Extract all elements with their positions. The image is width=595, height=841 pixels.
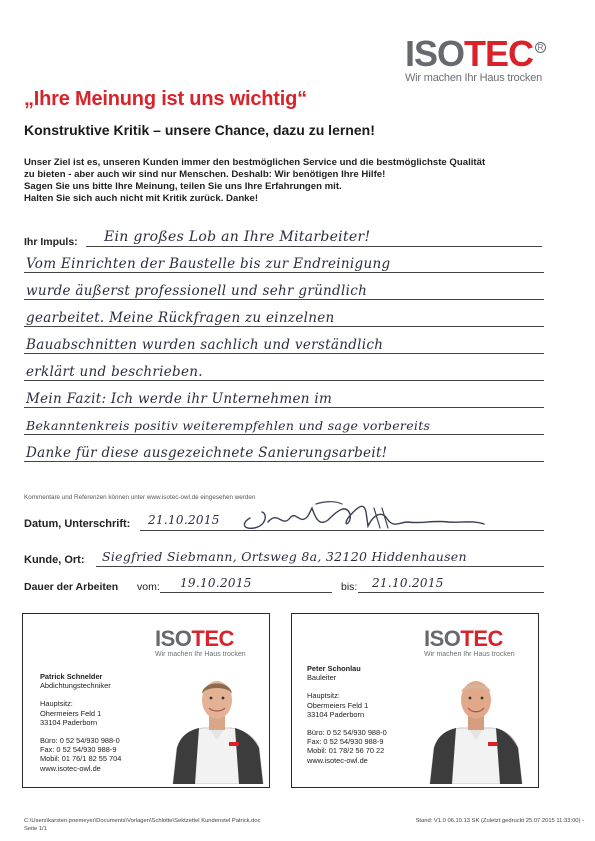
contact-phone: Büro: 0 52 54/930 988-0 bbox=[40, 736, 120, 746]
intro-line: zu bieten - aber auch wir sind nur Menschen. Deshalb: Wir benötigen Ihre Hilfe! bbox=[24, 169, 386, 180]
card-contact bbox=[307, 664, 387, 765]
contact-city: 33104 Paderborn bbox=[307, 709, 365, 719]
contact-hq-label: Hauptsitz: bbox=[40, 699, 73, 709]
handwritten-line: wurde äußerst professionell und sehr gründlich bbox=[26, 283, 368, 299]
bis-label: bis: bbox=[341, 581, 358, 593]
logo-wordmark bbox=[405, 33, 546, 74]
card-logo bbox=[155, 628, 234, 650]
writing-line bbox=[24, 407, 544, 408]
card-logo bbox=[424, 628, 503, 650]
impuls-label: Ihr Impuls: bbox=[24, 236, 78, 248]
contact-role: Bauleiter bbox=[307, 673, 337, 683]
writing-line bbox=[24, 326, 544, 327]
writing-line bbox=[24, 353, 544, 354]
footer-path: C:\Users\karsten.poemeyer\Documents\Vorlagen\Schlotte\Sektzettel Kundenstel Patrick.doc bbox=[24, 818, 261, 824]
contact-name: Patrick Schnelder bbox=[40, 672, 103, 681]
handwritten-line: erklärt und beschrieben. bbox=[26, 364, 203, 380]
contact-mobile: Mobil: 01 76/1 82 55 704 bbox=[40, 754, 122, 764]
contact-role: Abdichtungstechniker bbox=[40, 681, 111, 691]
writing-line bbox=[24, 380, 544, 381]
handwritten-line: Vom Einrichten der Baustelle bis zur Endreinigung bbox=[26, 256, 391, 272]
datum-label: Datum, Unterschrift: bbox=[24, 518, 131, 530]
card-logo-tec: TEC bbox=[191, 626, 234, 651]
intro-text bbox=[24, 157, 569, 205]
document-footer bbox=[24, 817, 584, 833]
writing-line bbox=[24, 272, 544, 273]
page-title: „Ihre Meinung ist uns wichtig“ bbox=[24, 88, 307, 110]
card-logo-tec: TEC bbox=[460, 626, 503, 651]
isotec-logo bbox=[405, 33, 570, 88]
writing-line bbox=[86, 246, 542, 247]
bis-line bbox=[358, 592, 544, 593]
contact-fax: Fax: 0 52 54/930 988-9 bbox=[307, 737, 384, 747]
vom-label: vom: bbox=[137, 581, 160, 593]
contact-street: Obermeiers Feld 1 bbox=[307, 700, 369, 710]
logo-iso-text: ISO bbox=[405, 33, 465, 74]
vom-line bbox=[160, 592, 332, 593]
signature bbox=[238, 500, 488, 534]
handwritten-line: gearbeitet. Meine Rückfragen zu einzelnen bbox=[26, 310, 335, 326]
portrait-photo bbox=[169, 670, 265, 784]
business-card-patrick bbox=[22, 613, 270, 788]
kunde-line bbox=[96, 566, 544, 567]
card-claim: Wir machen Ihr Haus trocken bbox=[424, 651, 515, 658]
contact-city: 33104 Paderborn bbox=[40, 717, 98, 727]
kunde-label: Kunde, Ort: bbox=[24, 554, 85, 566]
card-logo-iso: ISO bbox=[155, 626, 192, 651]
card-claim: Wir machen Ihr Haus trocken bbox=[155, 651, 246, 658]
business-card-peter bbox=[291, 613, 539, 788]
contact-name: Peter Schonlau bbox=[307, 664, 361, 673]
kunde-value: Siegfried Siebmann, Ortsweg 8a, 32120 Hiddenhausen bbox=[102, 549, 467, 564]
vom-value: 19.10.2015 bbox=[180, 576, 252, 590]
card-contact bbox=[40, 672, 121, 773]
dauer-label: Dauer der Arbeiten bbox=[24, 581, 119, 593]
registered-icon: R bbox=[535, 42, 546, 53]
handwritten-line: Bauabschnitten wurden sachlich und verständlich bbox=[26, 337, 384, 353]
handwritten-line: Bekanntenkreis positiv weiterempfehlen und sage vorbereits bbox=[26, 418, 431, 433]
contact-phone: Büro: 0 52 54/930 988-0 bbox=[307, 728, 387, 738]
intro-line: Halten Sie sich auch nicht mit Kritik zurück. Danke! bbox=[24, 193, 259, 204]
writing-line bbox=[24, 434, 544, 435]
handwritten-line: Ein großes Lob an Ihre Mitarbeiter! bbox=[104, 229, 371, 245]
contact-street: Ohermeiers Feld 1 bbox=[40, 708, 102, 718]
handwritten-line: Danke für diese ausgezeichnete Sanierungsarbeit! bbox=[26, 445, 388, 461]
datum-value: 21.10.2015 bbox=[148, 513, 220, 527]
portrait-photo bbox=[426, 670, 526, 784]
contact-web: www.isotec-owl.de bbox=[307, 755, 368, 765]
contact-fax: Fax: 0 52 54/930 988-9 bbox=[40, 745, 117, 755]
handwritten-line: Mein Fazit: Ich werde ihr Unternehmen im bbox=[26, 391, 333, 407]
contact-hq-label: Hauptsitz: bbox=[307, 691, 340, 701]
intro-line: Sagen Sie uns bitte Ihre Meinung, teilen Sie uns Ihre Erfahrungen mit. bbox=[24, 181, 342, 192]
card-logo-iso: ISO bbox=[424, 626, 461, 651]
page-subtitle: Konstruktive Kritik – unsere Chance, dazu zu lernen! bbox=[24, 122, 375, 138]
logo-claim: Wir machen Ihr Haus trocken bbox=[405, 72, 543, 84]
logo-tec-text: TEC bbox=[464, 33, 534, 74]
writing-line bbox=[24, 299, 544, 300]
footer-stand: Stand: V1.0 06.10.13 SK (Zuletzt gedruckt 25.07.2015 11:33:00) - bbox=[415, 818, 584, 824]
contact-web: www.isotec-owl.de bbox=[40, 763, 101, 773]
writing-line bbox=[24, 461, 544, 462]
contact-mobile: Mobil: 01 78/2 56 70 22 bbox=[307, 746, 385, 756]
footer-page: Seite 1/1 bbox=[24, 826, 47, 832]
bis-value: 21.10.2015 bbox=[372, 576, 444, 590]
intro-line: Unser Ziel ist es, unseren Kunden immer den bestmöglichen Service und die bestmöglichste Qualität bbox=[24, 157, 486, 168]
reference-note: Kommentare und Referenzen können unter www.isotec-owl.de eingesehen werden bbox=[24, 494, 256, 501]
